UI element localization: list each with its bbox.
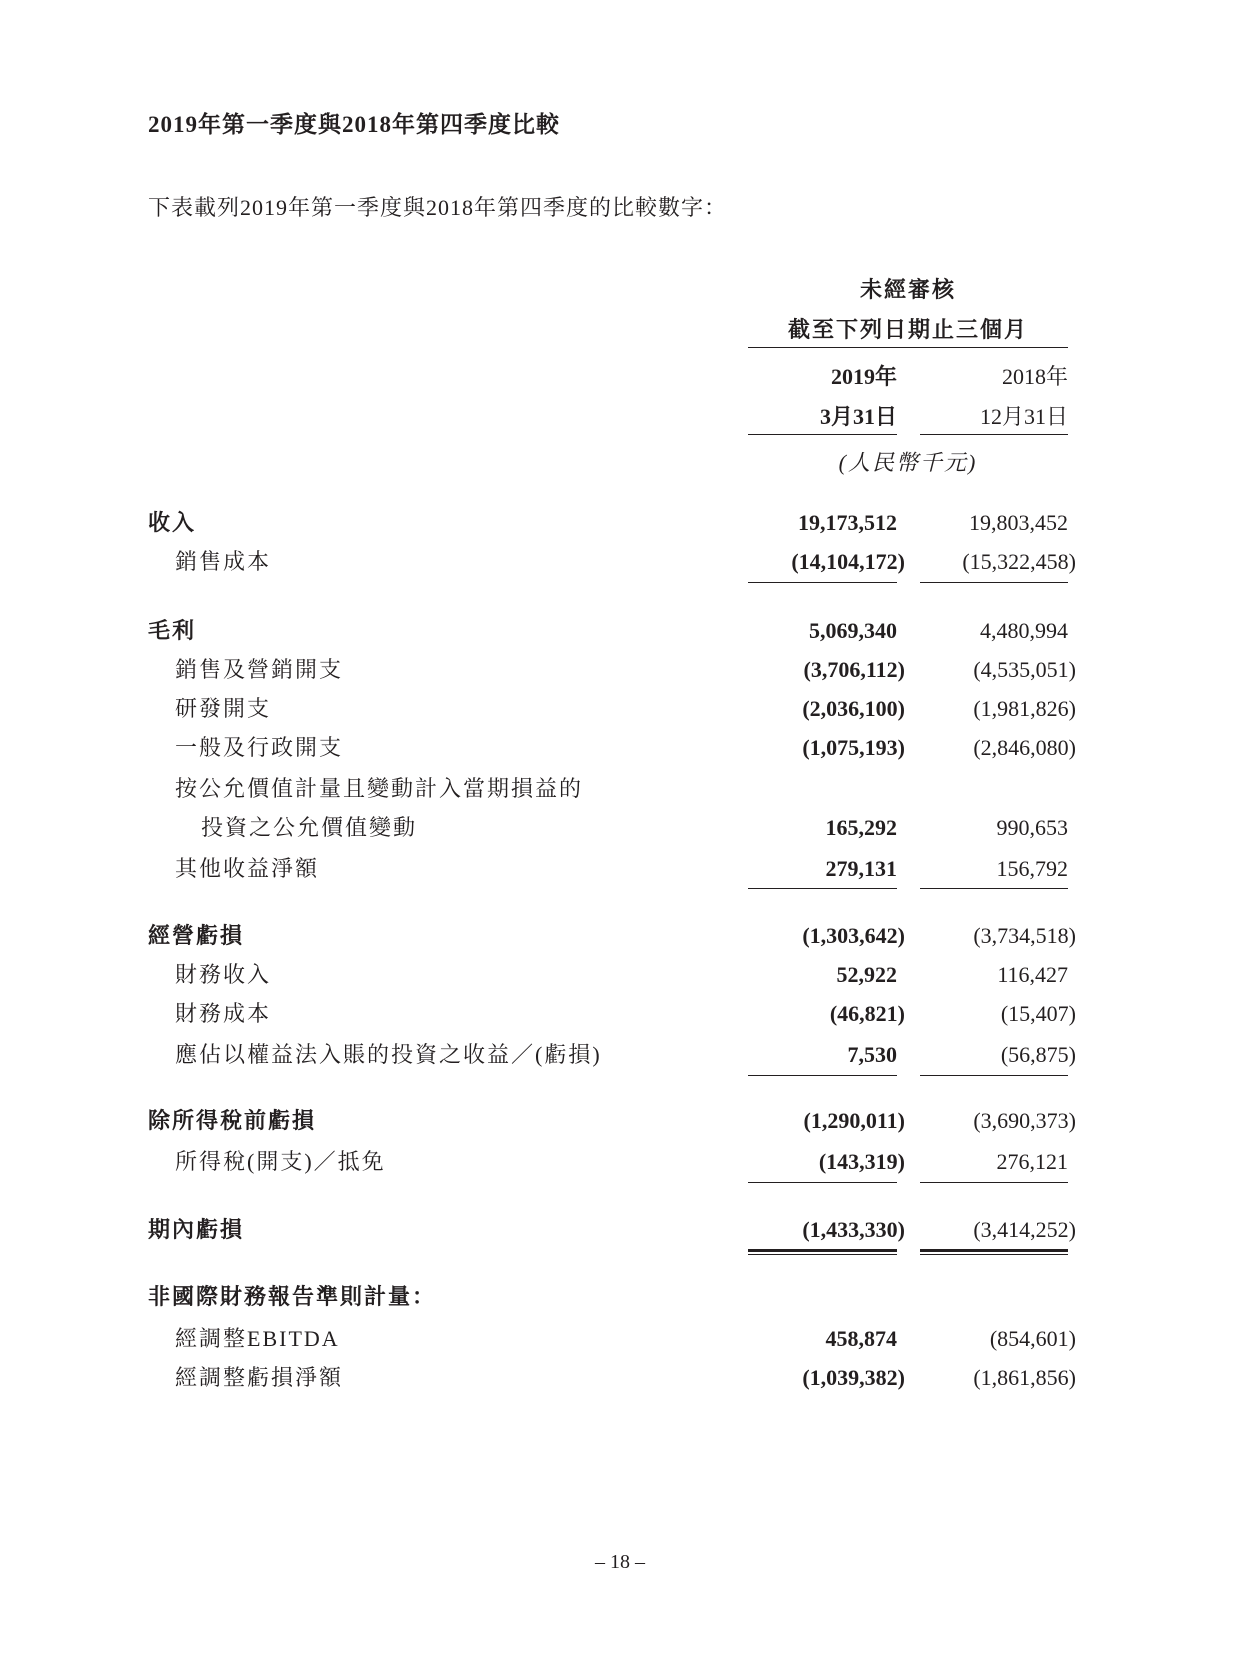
row-label: 其他收益淨額 [175, 856, 320, 881]
value-q4-2018: (15,322,458) [962, 549, 1076, 574]
row-label: 銷售及營銷開支 [175, 657, 344, 682]
row-label: 毛利 [148, 618, 197, 643]
value-q4-2018: (2,846,080) [973, 735, 1076, 760]
value-q1-2019: (46,821) [829, 1001, 905, 1026]
subtotal-rule [920, 888, 1068, 889]
value-q1-2019: 19,173,512 [798, 510, 897, 535]
row-label: 研發開支 [175, 696, 272, 721]
total-double-rule [920, 1249, 1068, 1252]
value-q1-2019: 165,292 [825, 815, 897, 840]
value-q4-2018: (3,690,373) [973, 1108, 1076, 1133]
subtotal-rule [748, 888, 897, 889]
value-q4-2018: (1,861,856) [973, 1365, 1076, 1390]
unit-label: (人民幣千元) [838, 450, 978, 475]
subtotal-rule [748, 1182, 897, 1183]
value-q1-2019: (1,039,382) [802, 1365, 905, 1390]
row-label: 收入 [148, 510, 197, 535]
col2-date: 12月31日 [979, 404, 1068, 429]
value-q1-2019: 279,131 [825, 856, 897, 881]
value-q4-2018: 4,480,994 [980, 618, 1068, 643]
total-double-rule [748, 1254, 897, 1255]
header-rule [748, 347, 1068, 348]
row-label: 非國際財務報告準則計量： [148, 1284, 437, 1309]
value-q1-2019: 458,874 [825, 1326, 897, 1351]
value-q1-2019: 7,530 [847, 1042, 897, 1067]
value-q4-2018: 116,427 [997, 962, 1068, 987]
row-label: 一般及行政開支 [175, 735, 344, 760]
value-q4-2018: 276,121 [996, 1149, 1068, 1174]
col2-header-rule [920, 434, 1068, 435]
subtotal-rule [920, 1075, 1068, 1076]
value-q4-2018: (1,981,826) [973, 696, 1076, 721]
value-q1-2019: (1,303,642) [802, 923, 905, 948]
col2-year: 2018年 [1001, 364, 1068, 389]
value-q1-2019: 52,922 [836, 962, 897, 987]
subtotal-rule [920, 582, 1068, 583]
subtotal-rule [748, 582, 897, 583]
value-q1-2019: (1,433,330) [802, 1217, 905, 1242]
value-q1-2019: (2,036,100) [802, 696, 905, 721]
value-q4-2018: (4,535,051) [973, 657, 1076, 682]
total-double-rule [920, 1254, 1068, 1255]
value-q1-2019: (14,104,172) [791, 549, 905, 574]
row-label: 財務成本 [175, 1001, 272, 1026]
total-double-rule [748, 1249, 897, 1252]
value-q1-2019: (1,075,193) [802, 735, 905, 760]
period-label: 截至下列日期止三個月 [787, 317, 1028, 342]
row-label: 除所得稅前虧損 [148, 1108, 317, 1133]
row-label: 應佔以權益法入賬的投資之收益／(虧損) [175, 1042, 602, 1067]
value-q1-2019: (143,319) [818, 1149, 905, 1174]
subtotal-rule [920, 1182, 1068, 1183]
value-q4-2018: (3,734,518) [973, 923, 1076, 948]
value-q1-2019: (1,290,011) [803, 1108, 905, 1133]
value-q1-2019: 5,069,340 [809, 618, 897, 643]
row-label: 所得稅(開支)／抵免 [175, 1149, 386, 1174]
row-label: 投資之公允價值變動 [201, 815, 418, 840]
value-q4-2018: 19,803,452 [969, 510, 1068, 535]
audit-status: 未經審核 [859, 277, 956, 302]
value-q4-2018: (15,407) [1000, 1001, 1076, 1026]
value-q4-2018: (3,414,252) [973, 1217, 1076, 1242]
intro-text: 下表載列2019年第一季度與2018年第四季度的比較數字： [148, 195, 728, 220]
row-label: 按公允價值計量且變動計入當期損益的 [175, 776, 584, 801]
row-label: 期內虧損 [148, 1217, 245, 1242]
section-heading: 2019年第一季度與2018年第四季度比較 [148, 112, 560, 137]
row-label: 經營虧損 [148, 923, 245, 948]
value-q4-2018: 156,792 [996, 856, 1068, 881]
value-q4-2018: (56,875) [1000, 1042, 1076, 1067]
page-number: – 18 – [595, 1551, 645, 1573]
value-q1-2019: (3,706,112) [803, 657, 905, 682]
row-label: 經調整EBITDA [175, 1326, 340, 1351]
value-q4-2018: (854,601) [989, 1326, 1076, 1351]
row-label: 銷售成本 [175, 549, 272, 574]
col1-year: 2019年 [830, 364, 897, 389]
subtotal-rule [748, 1075, 897, 1076]
row-label: 財務收入 [175, 962, 272, 987]
col1-header-rule [748, 434, 897, 435]
value-q4-2018: 990,653 [996, 815, 1068, 840]
row-label: 經調整虧損淨額 [175, 1365, 344, 1390]
col1-date: 3月31日 [819, 404, 897, 429]
